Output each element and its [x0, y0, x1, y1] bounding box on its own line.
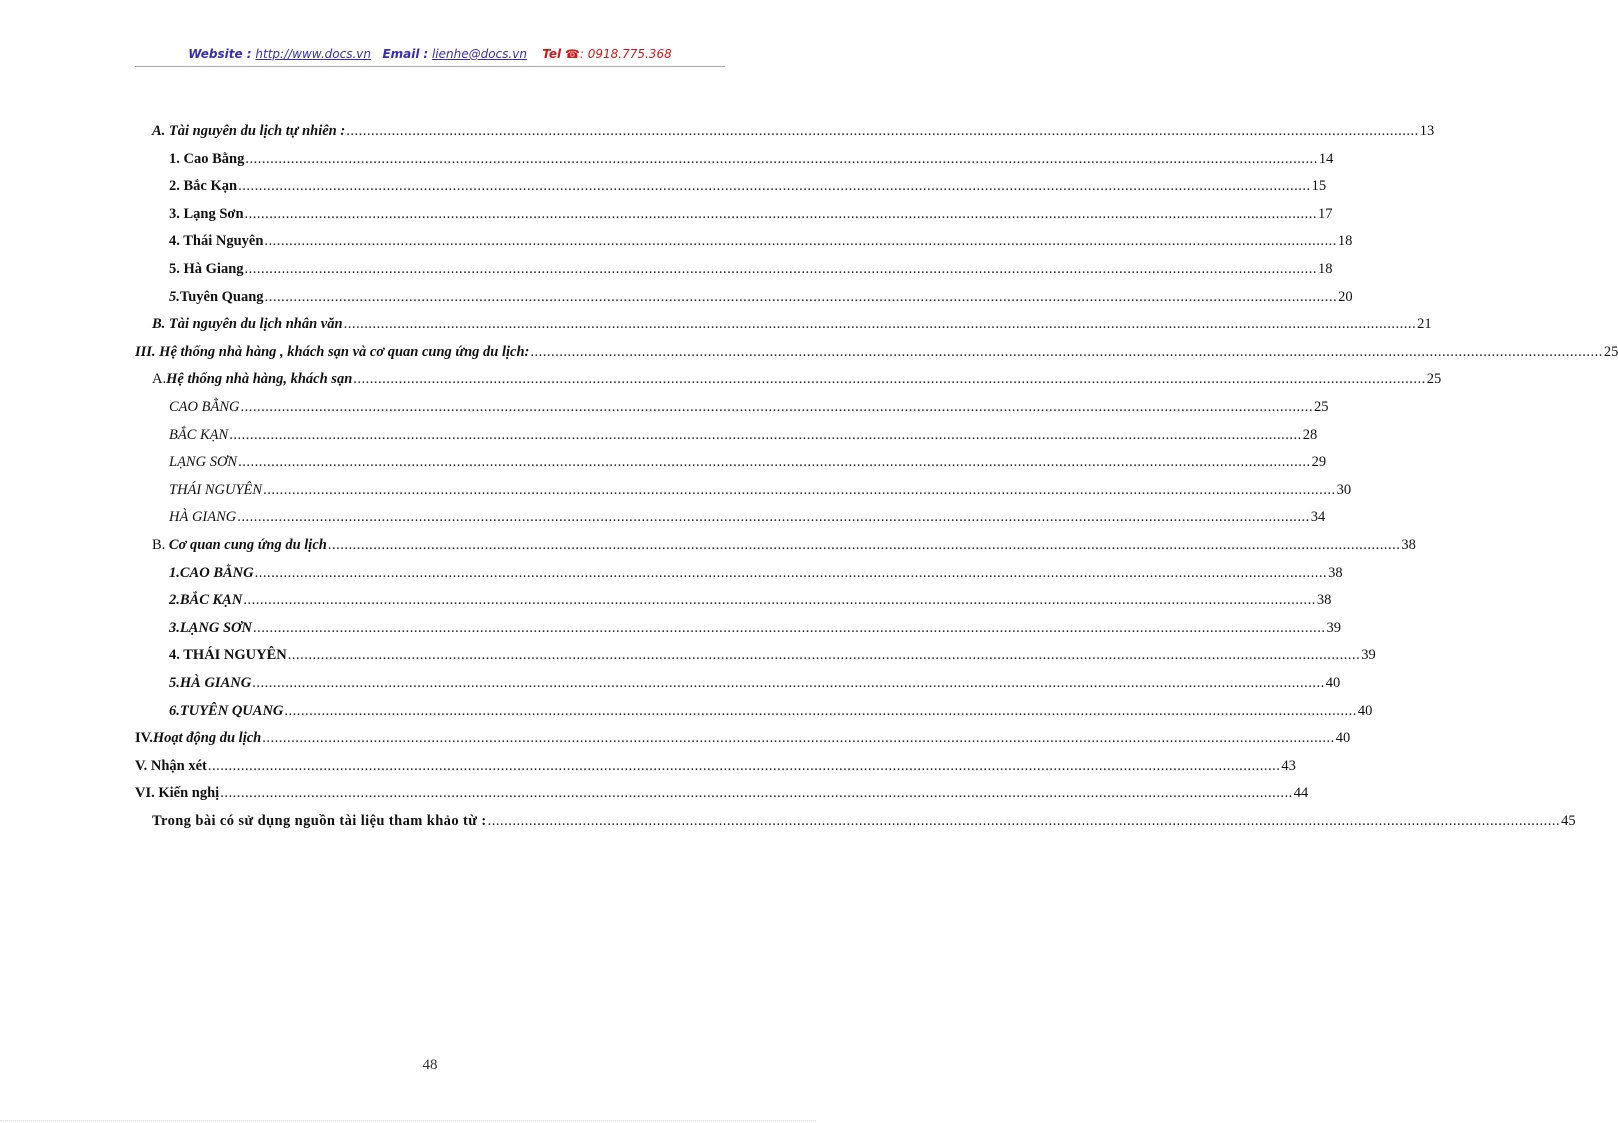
- toc-entry-title: HÀ GIANG: [169, 509, 237, 525]
- toc-entry-title: CAO BẰNG: [169, 399, 240, 415]
- toc-entry-page: 29: [1311, 454, 1327, 470]
- email-link[interactable]: lienhe@docs.vn: [431, 47, 527, 61]
- toc-entry-title: III. Hệ thống nhà hàng , khách sạn và cơ quan cung ứng du lịch:: [135, 344, 530, 360]
- toc-entry-title: V. Nhận xét: [135, 758, 207, 774]
- toc-entry-page: 40: [1325, 675, 1341, 691]
- toc-entry-title: Trong bài có sử dụng nguồn tài liệu tham khảo từ :: [152, 813, 487, 829]
- toc-leader: ....................................................................................................................................................................................................................................................................: [240, 399, 1313, 415]
- toc-leader: ....................................................................................................................................................................................................................................................................: [353, 371, 1426, 387]
- toc-entry[interactable]: [169, 647, 1376, 667]
- toc-leader: ....................................................................................................................................................................................................................................................................: [237, 509, 1310, 525]
- toc-entry-page: 18: [1318, 261, 1333, 277]
- toc-leader: ....................................................................................................................................................................................................................................................................: [244, 206, 1318, 222]
- email-separator: :: [423, 47, 429, 61]
- toc-entry[interactable]: [135, 730, 1351, 750]
- toc-entry[interactable]: [152, 123, 1435, 143]
- toc-leader: ....................................................................................................................................................................................................................................................................: [264, 233, 1337, 249]
- toc-entry-title: B. Tài nguyên du lịch nhân văn: [152, 316, 343, 332]
- toc-entry-page: 15: [1311, 178, 1327, 194]
- toc-entry[interactable]: [169, 399, 1329, 419]
- toc-entry[interactable]: [169, 703, 1373, 723]
- toc-entry[interactable]: [135, 758, 1296, 778]
- toc-entry-title: 1.CAO BẰNG: [169, 565, 254, 581]
- toc-entry-page: 34: [1310, 509, 1326, 525]
- page-number: 48: [422, 1057, 438, 1073]
- toc-leader: ....................................................................................................................................................................................................................................................................: [220, 785, 1293, 801]
- toc-entry-page: 44: [1293, 785, 1309, 801]
- toc-entry-page: 38: [1328, 565, 1343, 581]
- toc-leader: ....................................................................................................................................................................................................................................................................: [238, 454, 1311, 470]
- toc-leader: ....................................................................................................................................................................................................................................................................: [245, 151, 1318, 167]
- toc-entry-title: 5. Hà Giang: [169, 261, 244, 277]
- toc-entry-title: Cơ quan cung ứng du lịch: [168, 537, 327, 553]
- toc-leader: ....................................................................................................................................................................................................................................................................: [287, 647, 1361, 663]
- toc-entry-page: 38: [1401, 537, 1416, 553]
- toc-entry-page: 25: [1313, 399, 1329, 415]
- toc-entry[interactable]: [169, 206, 1333, 226]
- toc-leader: ....................................................................................................................................................................................................................................................................: [252, 620, 1326, 636]
- toc-entry[interactable]: [169, 427, 1318, 447]
- toc-entry-page: 17: [1318, 206, 1333, 222]
- toc-entry-page: 25: [1603, 344, 1618, 360]
- toc-leader: ....................................................................................................................................................................................................................................................................: [530, 344, 1603, 360]
- toc-entry-title: 2.BẮC KẠN: [169, 592, 243, 608]
- toc-leader: ....................................................................................................................................................................................................................................................................: [262, 730, 1335, 746]
- toc-entry-title: BẮC KẠN: [169, 427, 229, 443]
- tel-label: Tel: [542, 47, 562, 61]
- toc-leader: ....................................................................................................................................................................................................................................................................: [238, 178, 1311, 194]
- toc-entry-title: VI. Kiến nghị: [135, 785, 220, 801]
- toc-entry-prefix: IV.: [135, 730, 153, 746]
- toc-leader: ....................................................................................................................................................................................................................................................................: [252, 675, 1325, 691]
- toc-entry-prefix: A.: [152, 371, 167, 387]
- toc-leader: ....................................................................................................................................................................................................................................................................: [487, 813, 1561, 829]
- toc-leader: ....................................................................................................................................................................................................................................................................: [254, 565, 1328, 581]
- toc-entry-page: 21: [1417, 316, 1432, 332]
- toc-entry[interactable]: [152, 813, 1576, 833]
- email-label: Email: [382, 47, 420, 61]
- toc-entry[interactable]: [135, 344, 1618, 364]
- toc-entry[interactable]: [152, 371, 1442, 391]
- toc-entry-title: 6.TUYÊN QUANG: [169, 703, 284, 719]
- toc-entry-page: 14: [1318, 151, 1334, 167]
- toc-entry[interactable]: [169, 592, 1332, 612]
- toc-entry-title: A. Tài nguyên du lịch tự nhiên :: [152, 123, 346, 139]
- toc-entry-title: 3.LẠNG SƠN: [169, 620, 252, 636]
- toc-entry-prefix: B.: [152, 537, 169, 553]
- toc-entry[interactable]: [169, 509, 1326, 529]
- toc-entry-title: 1. Cao Bằng: [169, 151, 245, 167]
- toc-entry-title: 4. THÁI NGUYÊN: [169, 647, 287, 663]
- toc-entry-page: 38: [1316, 592, 1332, 608]
- tel-number: : 0918.775.368: [579, 47, 672, 61]
- toc-entry-title: Hệ thống nhà hàng, khách sạn: [166, 371, 353, 387]
- toc-entry[interactable]: [152, 537, 1416, 557]
- toc-entry[interactable]: [169, 482, 1352, 502]
- toc-leader: ....................................................................................................................................................................................................................................................................: [264, 289, 1338, 305]
- website-label: Website :: [188, 47, 252, 61]
- page-header: [135, 47, 725, 61]
- page-bottom-border: [0, 1120, 816, 1121]
- website-link[interactable]: http://www.docs.vn: [255, 47, 371, 61]
- toc-entry[interactable]: [169, 289, 1353, 309]
- toc-entry-page: 45: [1561, 813, 1576, 829]
- toc-entry-page: 13: [1419, 123, 1435, 139]
- toc-entry[interactable]: [169, 565, 1343, 585]
- toc-entry-page: 28: [1302, 427, 1318, 443]
- toc-entry-title: 3. Lạng Sơn: [169, 206, 244, 222]
- toc-entry-title: LẠNG SƠN: [169, 454, 238, 470]
- toc-entry[interactable]: [169, 151, 1334, 171]
- toc-entry-page: 39: [1326, 620, 1341, 636]
- toc-entry-page: 39: [1361, 647, 1376, 663]
- toc-entry-page: 40: [1335, 730, 1351, 746]
- toc-entry-page: 20: [1338, 289, 1353, 305]
- toc-leader: ....................................................................................................................................................................................................................................................................: [284, 703, 1357, 719]
- toc-entry-title: 2. Bắc Kạn: [169, 178, 238, 194]
- toc-entry-page: 43: [1281, 758, 1296, 774]
- toc-entry[interactable]: [169, 675, 1341, 695]
- toc-entry[interactable]: [135, 785, 1309, 805]
- phone-icon: ☎: [564, 47, 580, 61]
- toc-entry-title: 4. Thái Nguyên: [169, 233, 264, 249]
- toc-leader: ....................................................................................................................................................................................................................................................................: [229, 427, 1302, 443]
- toc-entry[interactable]: [169, 178, 1327, 198]
- toc-entry-page: 18: [1337, 233, 1353, 249]
- toc-leader: ....................................................................................................................................................................................................................................................................: [207, 758, 1281, 774]
- toc-leader: ....................................................................................................................................................................................................................................................................: [343, 316, 1417, 332]
- toc-entry[interactable]: [169, 454, 1327, 474]
- toc-leader: ....................................................................................................................................................................................................................................................................: [243, 592, 1316, 608]
- toc-entry-number: 5.: [169, 289, 180, 305]
- toc-leader: ....................................................................................................................................................................................................................................................................: [346, 123, 1419, 139]
- toc-entry-title: 5.HÀ GIANG: [169, 675, 252, 691]
- toc-entry[interactable]: [169, 261, 1333, 281]
- toc-entry-title: THÁI NGUYÊN: [169, 482, 263, 498]
- toc-entry[interactable]: [169, 233, 1353, 253]
- toc-entry-page: 30: [1336, 482, 1352, 498]
- toc-entry-title: Tuyên Quang: [179, 289, 264, 305]
- toc-leader: ....................................................................................................................................................................................................................................................................: [327, 537, 1401, 553]
- header-divider: [135, 66, 725, 67]
- toc-entry-title: Hoạt động du lịch: [152, 730, 262, 746]
- toc-entry[interactable]: [152, 316, 1432, 336]
- toc-leader: ....................................................................................................................................................................................................................................................................: [263, 482, 1336, 498]
- toc-leader: ....................................................................................................................................................................................................................................................................: [244, 261, 1318, 277]
- toc-entry-page: 25: [1426, 371, 1442, 387]
- toc-entry[interactable]: [169, 620, 1341, 640]
- toc-entry-page: 40: [1357, 703, 1373, 719]
